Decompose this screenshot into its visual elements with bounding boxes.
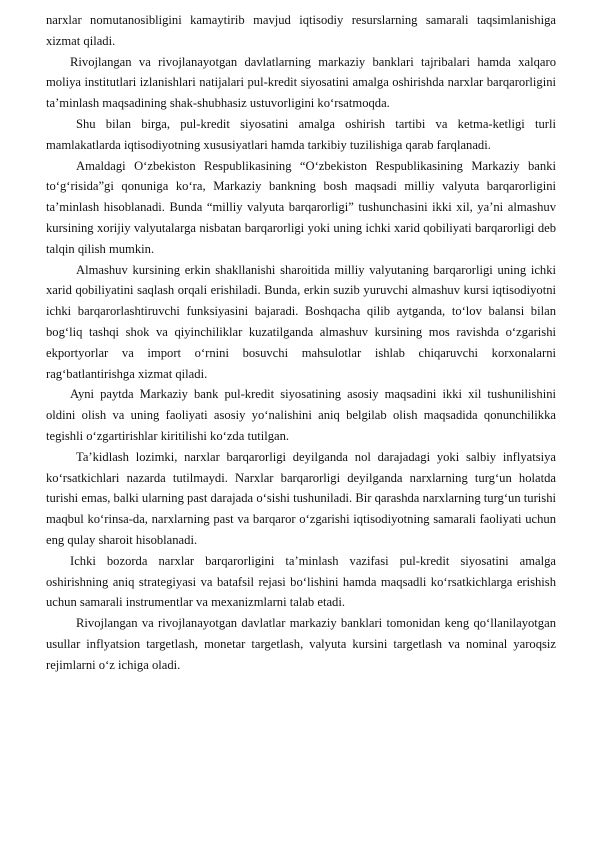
paragraph-4: Amaldagi O‘zbekiston Respublikasining “O‘zbekiston Respublikasining Markaziy banki to‘g‘risida”gi qonuniga ko‘ra, Markaziy bankning bosh maqsadi milliy valyuta barqarorligini ta’minlash hisoblanadi. Bunda “milliy valyuta barqarorligi” tushunchasini ikki xil, ya’ni almashuv kursining xorijiy valyutalarga nisbatan barqarorligi yoki uning ichki xarid qobiliyati barqarorligi deb talqin qilish mumkin. [46, 158, 556, 256]
document-page [46, 10, 556, 676]
paragraph-3: Shu bilan birga, pul-kredit siyosatini amalga oshirish tartibi va ketma-ketligi turli mamlakatlarda iqtisodiyotning xususiyatlari hamda tarkibiy tuzilishiga qarab farqlanadi. [46, 116, 556, 152]
paragraph-7: Ta’kidlash lozimki, narxlar barqarorligi deyilganda nol darajadagi yoki salbiy inflyatsiya ko‘rsatkichlari nazarda tutilmaydi. Narxlar barqarorligi deyilganda narxlarning turg‘un holatda turishi emas, balki ularning past darajada o‘sishi tushuniladi. Bir qarashda narxlarning turg‘un turishi maqbul ko‘rinsa-da, narxlarning past va barqaror o‘zgarishi iqtisodiyotning samarali faoliyati uchun eng qulay sharoit hisoblanadi. [46, 449, 556, 547]
paragraph-5: Almashuv kursining erkin shakllanishi sharoitida milliy valyutaning barqarorligi uning ichki xarid qobiliyatini saqlash orqali erishiladi. Bunda, erkin suzib yuruvchi almashuv kursi iqtisodiyotni ichki barqarorlashtiruvchi funksiyasini bajaradi. Boshqacha qilib aytganda, to‘lov balansi bilan bog‘liq tashqi shok va qiyinchiliklar kuzatilganda almashuv kursining mos ravishda o‘zgarishi ekportyorlar va import o‘rnini bosuvchi mahsulotlar ishlab chiqaruvchi korxonalarni rag‘batlantirishga xizmat qiladi. [46, 262, 556, 381]
paragraph-1: narxlar nomutanosibligini kamaytirib mavjud iqtisodiy resurslarning samarali taqsimlanishiga xizmat qiladi. [46, 13, 556, 48]
paragraph-6: Ayni paytda Markaziy bank pul-kredit siyosatining asosiy maqsadini ikki xil tushunilishini oldini olish va uning faoliyati asosiy yo‘nalishini aniq belgilab olish maqsadida qonunchilikka tegishli o‘zgartirishlar kiritilishi ko‘zda tutilgan. [46, 387, 556, 443]
paragraph-2: Rivojlangan va rivojlanayotgan davlatlarning markaziy banklari tajribalari hamda xalqaro moliya institutlari izlanishlari natijalari pul-kredit siyosatini amalga oshirishda narxlar barqarorligini ta’minlash maqsadining shak-shubhasiz ustuvorligini ko‘rsatmoqda. [46, 54, 556, 111]
paragraph-9: Rivojlangan va rivojlanayotgan davlatlar markaziy banklari tomonidan keng qo‘llanilayotgan usullar inflyatsion targetlash, monetar targetlash, valyuta kursini targetlash va nominal yaroqsiz rejimlarni o‘z ichiga oladi. [46, 616, 556, 672]
paragraph-8: Ichki bozorda narxlar barqarorligini ta’minlash vazifasi pul-kredit siyosatini amalga oshirishning aniq strategiyasi va batafsil rejasi bo‘lishini hamda maqsadli ko‘rsatkichlarga erishish uchun samarali instrumentlar va mexanizmlarni talab etadi. [46, 553, 556, 610]
